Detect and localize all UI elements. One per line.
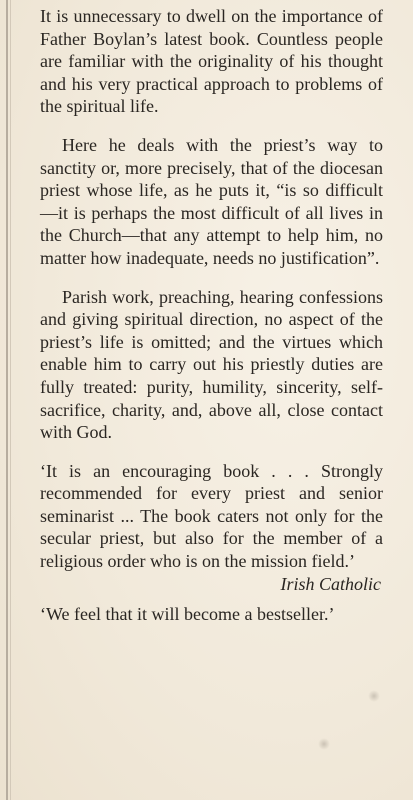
review-quote-1: ‘It is an encouraging book . . . Strongly recommended for every priest and senior seminarist ... The book caters not only for the secular priest, but also for the member of a religious order who is on the mission field.’ xyxy=(40,460,383,572)
review-source-1: Irish Catholic xyxy=(280,573,381,594)
paragraph-spacer xyxy=(40,444,383,460)
blurb-paragraph-3: Parish work, preaching, hearing confessions and giving spiritual direction, no aspect of the priest’s life is omitted; and the virtues which enable him to carry out his priestly duties are fully treated: purity, humility, sincerity, self-sacrifice, charity, and, above all, close contact with God. xyxy=(40,286,383,443)
paragraph-spacer xyxy=(40,270,383,286)
page-edge-line-inner xyxy=(10,0,11,800)
review-spacer xyxy=(40,595,383,603)
page-edge-line xyxy=(6,0,8,800)
blurb-paragraph-2: Here he deals with the priest’s way to sanctity or, more precisely, that of the diocesan priest whose life, as he puts it, “is so difficult—it is perhaps the most difficult of all lives in the Church—that any attempt to help him, no matter how inadequate, needs no justification”. xyxy=(40,134,383,268)
blurb-paragraph-1: It is unnecessary to dwell on the importance of Father Boylan’s latest book. Countless people are familiar with the originality of his thought and his very practical approach to problems of the spiritual life. xyxy=(40,6,383,117)
paragraph-spacer xyxy=(40,118,383,134)
paper-smudge xyxy=(318,738,330,750)
paper-smudge xyxy=(368,690,380,702)
review-quote-2: ‘We feel that it will become a bestseller.’ xyxy=(40,604,335,625)
